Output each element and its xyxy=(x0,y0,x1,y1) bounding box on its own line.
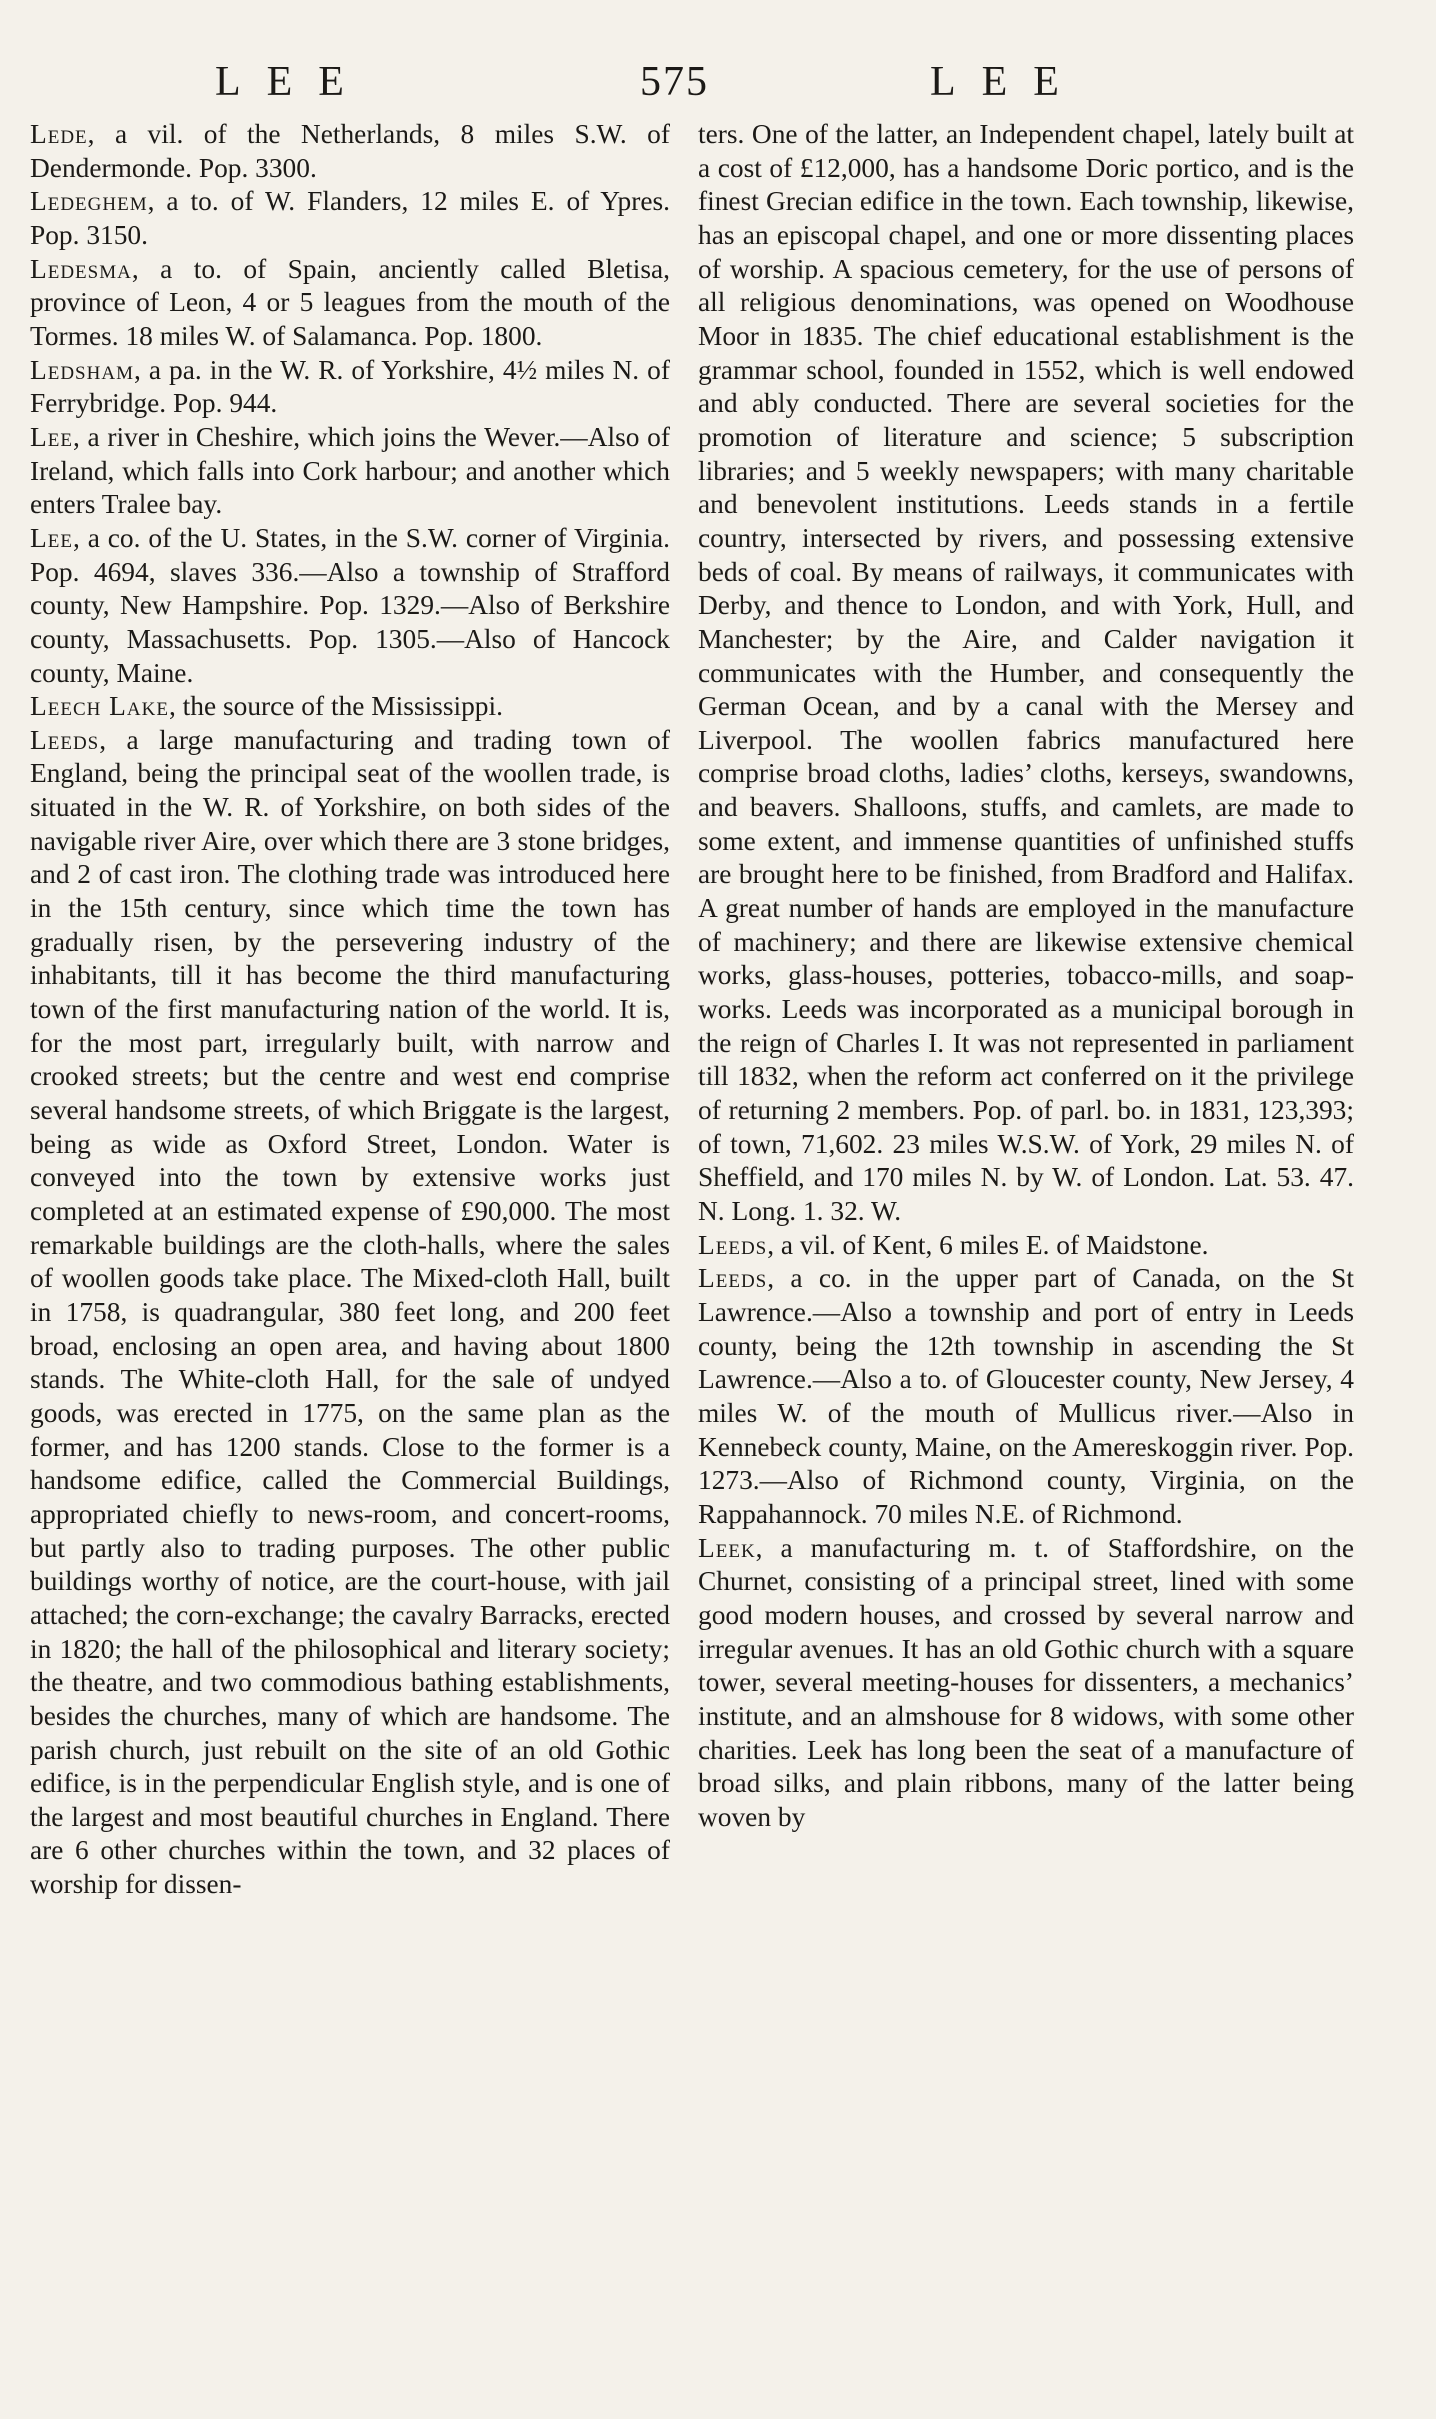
entry-leeds-continued xyxy=(698,118,1354,1229)
running-header xyxy=(215,52,1225,112)
headword: Leeds xyxy=(30,724,100,755)
entry-leeds-canada xyxy=(698,1262,1354,1531)
entry-lede xyxy=(30,118,670,185)
entry-ledsham xyxy=(30,354,670,421)
entry-ledesma xyxy=(30,253,670,354)
entry-text: ters. One of the latter, an Independent chapel, lately built at a cost of £12,000, has a handsome Doric portico, and is the finest Grecian edifice in the town. Each township, likewise, has an episcopal chapel, and one or more dissenting places of worship. A spacious cemetery, for the use of persons of all religious denominations, was opened on Woodhouse Moor in 1835. The chief educational establishment is the grammar school, founded in 1552, which is well endowed and ably conducted. There are several societies for the promotion of literature and science; 5 subscription libraries; and 5 weekly newspapers; with many charitable and benevolent institutions. Leeds stands in a fertile country, intersected by rivers, and possessing extensive beds of coal. By means of railways, it communicates with Derby, and thence to London, and with York, Hull, and Manchester; by the Aire, and Calder navigation it communicates with the Humber, and consequently the German Ocean, and by a canal with the Mersey and Liverpool. The woollen fabrics manufactured here comprise broad cloths, ladies’ cloths, kerseys, swandowns, and beavers. Shalloons, stuffs, and camlets, are made to some extent, and immense quantities of unfinished stuffs are brought here to be finished, from Bradford and Halifax. A great number of hands are employed in the manufacture of machinery; and there are likewise extensive chemical works, glass-houses, potteries, tobacco-mills, and soap-works. Leeds was incorporated as a municipal borough in the reign of Charles I. It was not represented in parliament till 1832, when the reform act conferred on it the privilege of returning 2 members. Pop. of parl. bo. in 1831, 123,393; of town, 71,602. 23 miles W.S.W. of York, 29 miles N. of Sheffield, and 170 miles N. by W. of London. Lat. 53. 47. N. Long. 1. 32. W. xyxy=(698,119,1354,1226)
headword: Leek xyxy=(698,1532,756,1563)
headword: Lede xyxy=(30,119,88,149)
entry-text: , a to. of Spain, anciently called Bletisa, province of Leon, 4 or 5 leagues from the mouth of the Tormes. 18 miles W. of Salamanca. Pop. 1800. xyxy=(30,253,670,351)
page-number: 575 xyxy=(640,59,709,105)
entry-lee-county xyxy=(30,522,670,690)
right-column xyxy=(698,118,1354,1834)
entry-text: , a large manufacturing and trading town of England, being the principal seat of the woollen trade, is situated in the W. R. of Yorkshire, on both sides of the navigable river Aire, over which there are 3 stone bridges, and 2 of cast iron. The clothing trade was introduced here in the 15th century, since which time the town has gradually risen, by the persevering industry of the inhabitants, till it has become the third manufacturing town of the first manufacturing nation of the world. It is, for the most part, irregularly built, with narrow and crooked streets; but the centre and west end comprise several handsome streets, of which Briggate is the largest, being as wide as Oxford Street, London. Water is conveyed into the town by extensive works just completed at an estimated expense of £90,000. The most remarkable buildings are the cloth-halls, where the sales of woollen goods take place. The Mixed-cloth Hall, built in 1758, is quadrangular, 380 feet long, and 200 feet broad, enclosing an open area, and having about 1800 stands. The White-cloth Hall, for the sale of undyed goods, was erected in 1775, on the same plan as the former, and has 1200 stands. Close to the former is a handsome edifice, called the Commercial Buildings, appropriated chiefly to news-room, and concert-rooms, but partly also to trading purposes. The other public buildings worthy of notice, are the court-house, with jail attached; the corn-exchange; the cavalry Barracks, erected in 1820; the hall of the philosophical and literary society; the theatre, and two commodious bathing establishments, besides the churches, many of which are handsome. The parish church, just rebuilt on the site of an old Gothic edifice, is in the perpendicular English style, and is one of the largest and most beautiful churches in England. There are 6 other churches within the town, and 32 places of worship for dissen- xyxy=(30,724,670,1900)
entry-text: , a river in Cheshire, which joins the Wever.—Also of Ireland, which falls into Cork harbour; and another which enters Tralee bay. xyxy=(30,421,670,520)
entry-ledeghem xyxy=(30,185,670,252)
entry-text: , a to. of W. Flanders, 12 miles E. of Ypres. Pop. 3150. xyxy=(30,186,670,250)
headword: Leeds xyxy=(698,1229,768,1260)
entry-text: , a co. of the U. States, in the S.W. corner of Virginia. Pop. 4694, slaves 336.—Also a township of Strafford county, New Hampshire. Pop. 1329.—Also of Berkshire county, Massachusetts. Pop. 1305.—Also of Hancock county, Maine. xyxy=(30,522,670,688)
entry-text: , a co. in the upper part of Canada, on the St Lawrence.—Also a township and port of entry in Leeds county, being the 12th township in ascending the St Lawrence.—Also a to. of Gloucester county, New Jersey, 4 miles W. of the mouth of Mullicus river.—Also in Kennebeck county, Maine, on the Amereskoggin river. Pop. 1273.—Also of Richmond county, Virginia, on the Rappahannock. 70 miles N.E. of Richmond. xyxy=(698,1263,1354,1529)
headword: Lee xyxy=(30,522,73,553)
entry-text: , a vil. of Kent, 6 miles E. of Maidstone. xyxy=(767,1229,1209,1260)
entry-leeds xyxy=(30,724,670,1902)
entry-text: , a manufacturing m. t. of Staffordshire, on the Churnet, consisting of a principal street, lined with some good modern houses, and crossed by several narrow and irregular avenues. It has an old Gothic church with a square tower, several meeting-houses for dissenters, a mechanics’ institute, and an almshouse for 8 widows, with some other charities. Leek has long been the seat of a manufacture of broad silks, and plain ribbons, many of the latter being woven by xyxy=(698,1532,1354,1832)
left-column xyxy=(30,118,670,1902)
entry-text: , a pa. in the W. R. of Yorkshire, 4½ miles N. of Ferrybridge. Pop. 944. xyxy=(30,354,670,419)
headword: Leeds xyxy=(698,1263,768,1294)
headword: Ledsham xyxy=(30,354,134,385)
entry-leech-lake xyxy=(30,690,670,724)
headword: Lee xyxy=(30,421,73,452)
header-right-guideword: LEE xyxy=(930,59,1085,105)
entry-text: , a vil. of the Netherlands, 8 miles S.W. of Dendermonde. Pop. 3300. xyxy=(30,119,670,183)
entry-lee-river xyxy=(30,421,670,522)
headword: Ledesma xyxy=(30,253,132,284)
headword: Ledeghem xyxy=(30,186,148,217)
entry-leeds-kent xyxy=(698,1229,1354,1263)
header-left-guideword: LEE xyxy=(215,59,370,105)
entry-text: , the source of the Mississippi. xyxy=(168,691,503,722)
entry-leek xyxy=(698,1532,1354,1835)
headword: Leech Lake xyxy=(30,691,169,722)
